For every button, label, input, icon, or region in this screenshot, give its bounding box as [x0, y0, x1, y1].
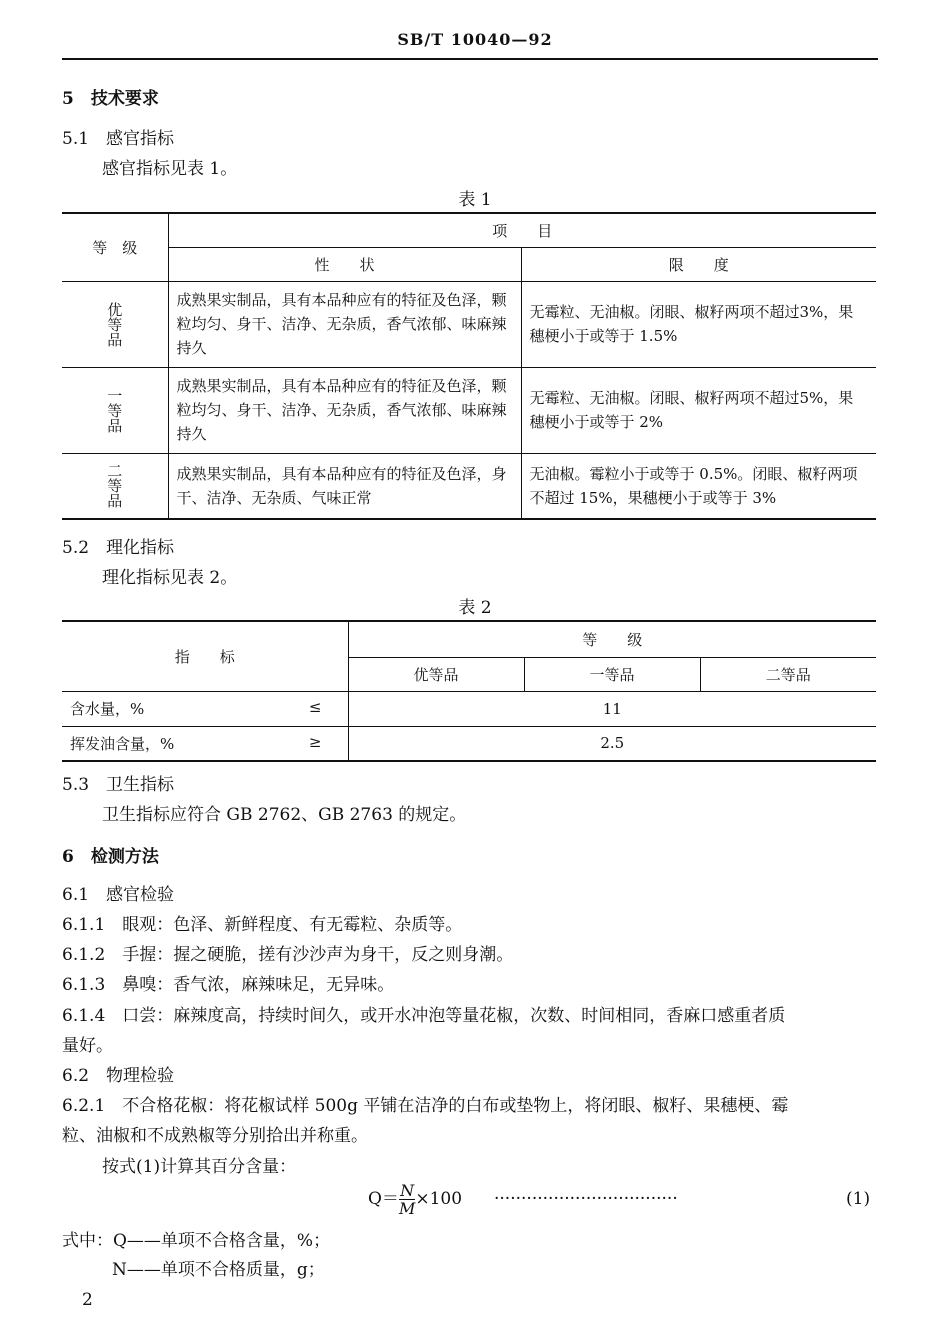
formula-denominator: M — [398, 1199, 416, 1218]
table-1-col-limit: 限 度 — [521, 247, 876, 281]
formula-numerator: N — [400, 1181, 415, 1200]
section-6-heading: 6 检测方法 — [62, 847, 159, 867]
list-item: 6.1.4 口尝：麻辣度高，持续时间久，或开水冲泡等量花椒，次数、时间相同，香麻口感重者质 — [62, 1006, 786, 1026]
table-1-limit: 无油椒。霉粒小于或等于 0.5%。闭眼、椒籽两项不超过 15%，果穗梗小于或等于 3% — [521, 453, 876, 519]
table-2-grade-col: 优等品 — [348, 657, 524, 691]
section-5-2-text: 理化指标见表 2。 — [102, 568, 238, 588]
table-2-caption: 表 2 — [458, 598, 492, 618]
table-row — [62, 691, 876, 726]
table-2-grade-col: 一等品 — [524, 657, 700, 691]
table-1 — [62, 212, 876, 520]
formula-number: (1) — [846, 1189, 871, 1209]
table-2-index-symbol: ≤ — [308, 698, 322, 716]
table-2-index-header: 指 标 — [62, 621, 348, 691]
section-6-2-1-line2: 粒、油椒和不成熟椒等分别拾出并称重。 — [62, 1126, 368, 1146]
table-1-col-characteristics: 性 状 — [168, 247, 521, 281]
table-row — [62, 726, 876, 761]
section-6-2-1-formula-intro: 按式(1)计算其百分含量： — [102, 1157, 297, 1177]
section-6-1-heading: 6.1 感官检验 — [62, 885, 175, 905]
section-5-3-text: 卫生指标应符合 GB 2762、GB 2763 的规定。 — [102, 805, 467, 825]
list-item: 量好。 — [62, 1036, 113, 1056]
table-1-item-header: 项 目 — [168, 213, 876, 247]
table-2-grade-header: 等 级 — [348, 621, 876, 657]
table-row — [62, 453, 876, 519]
list-item: 6.1.2 手握：握之硬脆，搓有沙沙声为身干，反之则身潮。 — [62, 945, 514, 965]
table-2-index-name: 挥发油含量，% — [70, 734, 175, 753]
formula-fraction — [399, 1182, 415, 1217]
table-2-index-name: 含水量，% — [70, 700, 145, 718]
section-6-2-heading: 6.2 物理检验 — [62, 1066, 175, 1086]
section-5-3-heading: 5.3 卫生指标 — [62, 775, 175, 795]
section-6-2-1-line1: 6.2.1 不合格花椒：将花椒试样 500g 平铺在洁净的白布或垫物上，将闭眼、椒籽、果穗梗、霉 — [62, 1096, 789, 1116]
section-5-1-text: 感官指标见表 1。 — [102, 159, 238, 179]
formula-lhs: Q＝ — [368, 1189, 399, 1209]
table-row — [62, 367, 876, 453]
list-item: 6.1.1 眼观：色泽、新鲜程度、有无霉粒、杂质等。 — [62, 915, 463, 935]
table-1-characteristics: 成熟果实制品，具有本品种应有的特征及色泽，颗粒均匀、身干、洁净、无杂质，香气浓郁、味麻辣持久 — [168, 281, 521, 367]
table-2 — [62, 620, 876, 762]
table-2-index-cell — [62, 691, 348, 726]
table-1-caption: 表 1 — [458, 190, 492, 210]
table-row — [62, 281, 876, 367]
table-1-limit: 无霉粒、无油椒。闭眼、椒籽两项不超过3%，果穗梗小于或等于 1.5% — [521, 281, 876, 367]
table-2-index-cell — [62, 726, 348, 761]
page-number: 2 — [82, 1290, 93, 1310]
table-1-grade: 二等品 — [105, 463, 124, 509]
table-2-value: 2.5 — [348, 726, 876, 761]
header-rule — [62, 58, 878, 60]
table-1-characteristics: 成熟果实制品，具有本品种应有的特征及色泽，颗粒均匀、身干、洁净、无杂质，香气浓郁、味麻辣持久 — [168, 367, 521, 453]
document-code-header: SB/T 10040—92 — [397, 30, 553, 49]
formula-leader-dots: ·································· — [494, 1189, 678, 1209]
table-2-grade-col: 二等品 — [700, 657, 876, 691]
formula-rhs: ×100 — [415, 1189, 463, 1209]
section-5-1-heading: 5.1 感官指标 — [62, 129, 175, 149]
table-1-grade: 一等品 — [105, 387, 124, 433]
table-2-index-symbol: ≥ — [308, 732, 322, 751]
table-2-value: 11 — [348, 691, 876, 726]
formula-where-q: 式中：Q——单项不合格含量，%； — [62, 1231, 331, 1251]
formula-1 — [368, 1179, 462, 1219]
table-1-characteristics: 成熟果实制品，具有本品种应有的特征及色泽，身干、洁净、无杂质、气味正常 — [168, 453, 521, 519]
section-5-2-heading: 5.2 理化指标 — [62, 538, 175, 558]
section-5-heading: 5 技术要求 — [62, 89, 159, 109]
table-1-limit: 无霉粒、无油椒。闭眼、椒籽两项不超过5%，果穗梗小于或等于 2% — [521, 367, 876, 453]
formula-where-n: N——单项不合格质量，g； — [112, 1260, 325, 1280]
list-item: 6.1.3 鼻嗅：香气浓，麻辣味足，无异味。 — [62, 975, 395, 995]
table-1-grade-header: 等 级 — [62, 213, 168, 281]
table-1-grade: 优等品 — [105, 301, 124, 347]
